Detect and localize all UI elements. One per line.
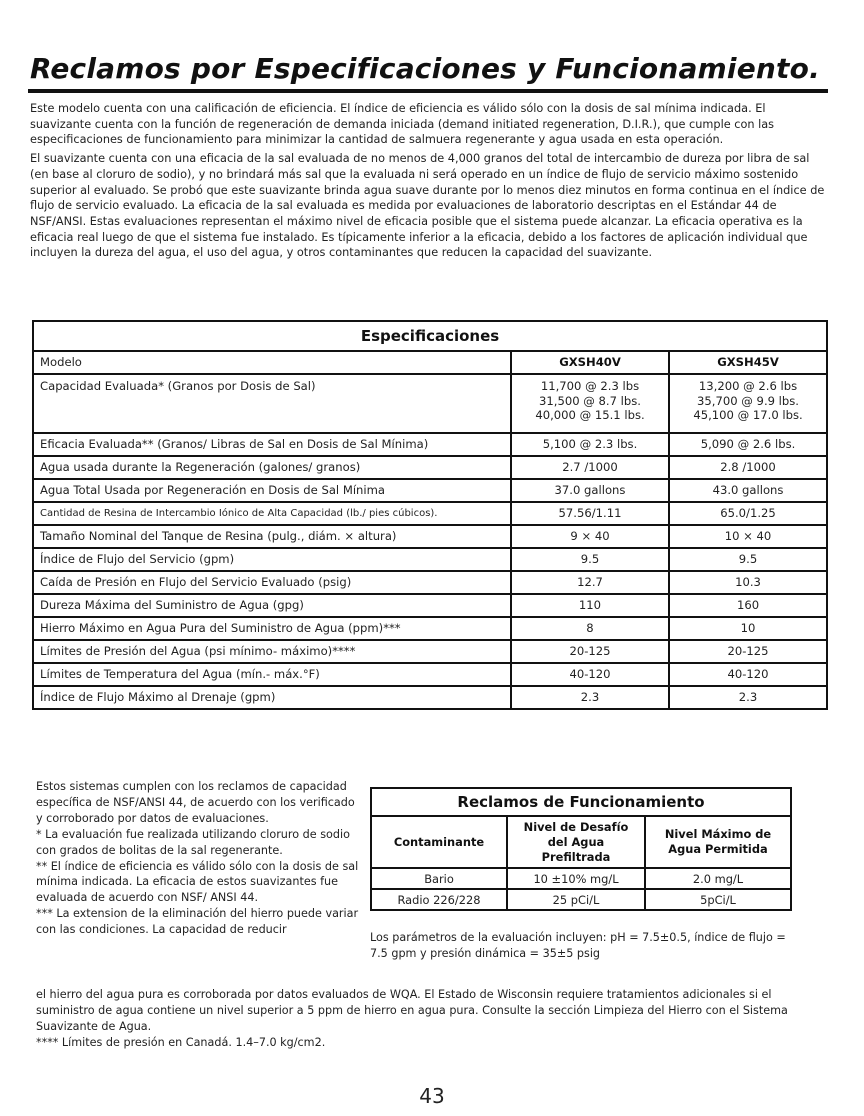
contaminant-cell: Bario [371,868,507,889]
row-value-a: 57.56/1.11 [511,502,669,525]
table-row [33,686,827,709]
row-label: Límites de Presión del Agua (psi mínimo- máximo)**** [33,640,511,663]
table-row [371,889,791,910]
header-contaminant: Contaminante [371,816,507,868]
row-label: Hierro Máximo en Agua Pura del Suministro de Agua (ppm)*** [33,617,511,640]
row-value-a: 12.7 [511,571,669,594]
row-label: Tamaño Nominal del Tanque de Resina (pulg., diám. × altura) [33,525,511,548]
row-value-b: 5,090 @ 2.6 lbs. [669,433,827,456]
note-asterisk-4: **** Límites de presión en Canadá. 1.4–7.0 kg/cm2. [36,1035,326,1049]
table-row [33,374,827,433]
capacity-a-2: 31,500 @ 8.7 lbs. [539,393,641,408]
specifications-table [32,320,828,710]
row-value-a: 40-120 [511,663,669,686]
row-label: Cantidad de Resina de Intercambio Iónico de Alta Capacidad (lb./ pies cúbicos). [33,502,511,525]
table-row [371,868,791,889]
capacity-a-1: 11,700 @ 2.3 lbs [540,379,640,393]
row-value-b: 65.0/1.25 [669,502,827,525]
challenge-cell: 10 ±10% mg/L [507,868,645,889]
row-value-b: 10.3 [669,571,827,594]
table-row [33,617,827,640]
row-value-b: 43.0 gallons [669,479,827,502]
note-asterisk-3-end: el hierro del agua pura es corroborada por datos evaluados de WQA. El Estado de Wisconsin requiere tratamientos adicionales si el suministro de agua contiene un nivel superior a 5 ppm de hierro en agua pura. Consulte la sección Limpieza del Hierro con el Sistema Suavizante de Agua. [36,988,788,1033]
note-asterisk-1: * La evaluación fue realizada utilizando cloruro de sodio con grados de bolitas de la sal regenerante. [36,827,350,857]
note-asterisk-3-start: *** La extension de la eliminación del hierro puede variar con las condiciones. La capacidad de reducir [36,907,359,937]
row-label: Caída de Presión en Flujo del Servicio Evaluado (psig) [33,571,511,594]
row-value-a: 2.3 [511,686,669,709]
note-asterisk-2: ** El índice de eficiencia es válido sólo con la dosis de sal mínima indicada. La eficacia de estos suavizantes fue evaluada de acuerdo con NSF/ ANSI 44. [36,859,359,905]
model-label: Modelo [33,351,511,374]
table-row [33,640,827,663]
performance-claims-table [370,787,792,911]
footnotes-left [36,779,360,938]
table-row [33,456,827,479]
row-value-b: 40-120 [669,663,827,686]
capacity-b-2: 35,700 @ 9.9 lbs. [697,393,799,408]
capacity-b [669,374,827,433]
header-max-level: Nivel Máximo de Agua Permitida [645,816,791,868]
row-value-a: 37.0 gallons [511,479,669,502]
table-row [33,433,827,456]
row-value-b: 2.3 [669,686,827,709]
row-value-a: 9.5 [511,548,669,571]
page-number: 43 [419,1084,445,1108]
row-label: Dureza Máxima del Suministro de Agua (gpg) [33,594,511,617]
table-row [33,502,827,525]
capacity-b-3: 45,100 @ 17.0 lbs. [693,408,803,422]
table-row [33,548,827,571]
row-label: Agua Total Usada por Regeneración en Dosis de Sal Mínima [33,479,511,502]
intro-paragraph-1: Este modelo cuenta con una calificación de eficiencia. El índice de eficiencia es válido sólo con la dosis de sal mínima indicada. El suavizante cuenta con la función de regeneración de demanda iniciada (demand initiated regeneration, D.I.R.), que cumple con las especificaciones de funcionamiento para minimizar la cantidad de salmuera regenerante y agua usada en esta operación. [30,102,775,147]
note-nsf: Estos sistemas cumplen con los reclamos de capacidad específica de NSF/ANSI 44, de acuerdo con los verificado y corroborado por datos de evaluaciones. [36,780,355,825]
footnotes-bottom [36,987,826,1051]
row-value-b: 20-125 [669,640,827,663]
performance-note: Los parámetros de la evaluación incluyen: pH = 7.5±0.5, índice de flujo = 7.5 gpm y presión dinámica = 35±5 psig [370,931,786,960]
row-value-a: 2.7 /1000 [511,456,669,479]
specifications-caption: Especificaciones [33,321,827,351]
capacity-a-3: 40,000 @ 15.1 lbs. [535,408,645,422]
row-value-b: 9.5 [669,548,827,571]
challenge-cell: 25 pCi/L [507,889,645,910]
capacity-a [511,374,669,433]
row-value-a: 20-125 [511,640,669,663]
max-cell: 2.0 mg/L [645,868,791,889]
row-value-b: 10 × 40 [669,525,827,548]
row-label: Índice de Flujo Máximo al Drenaje (gpm) [33,686,511,709]
row-label: Agua usada durante la Regeneración (galones/ granos) [33,456,511,479]
intro-paragraph-2: El suavizante cuenta con una eficacia de la sal evaluada de no menos de 4,000 granos del total de intercambio de dureza por libra de sal (en base al cloruro de sodio), y no brindará más sal que la evaluada ni será operado en un índice de flujo de servicio máximo sostenido superior al evaluado. Se probó que este suavizante brinda agua suave durante por lo menos diez minutos en forma continua en el índice de flujo de servicio evaluado. La eficacia de la sal evaluada es medida por evaluaciones de laboratorio descriptas en el Estándar 44 de NSF/ANSI. Estas evaluaciones representan el máximo nivel de eficacia posible que el sistema puede alcanzar. La eficacia operativa es la eficacia real luego de que el sistema fue instalado. Es típicamente inferior a la eficacia, debido a los factores de aplicación individual que incluyen la dureza del agua, el uso del agua, y otros contaminantes que reducen la capacidad del suavizante. [30,152,825,260]
row-value-a: 110 [511,594,669,617]
model-b: GXSH45V [669,351,827,374]
capacity-b-1: 13,200 @ 2.6 lbs [698,379,798,393]
row-value-a: 8 [511,617,669,640]
table-row [33,525,827,548]
table-row [33,351,827,374]
max-cell: 5pCi/L [645,889,791,910]
capacity-label: Capacidad Evaluada* (Granos por Dosis de Sal) [33,374,511,433]
row-value-a: 9 × 40 [511,525,669,548]
intro-text [30,101,826,264]
page-title: Reclamos por Especificaciones y Funcionamiento. [30,52,820,85]
title-rule [28,89,828,93]
table-row [33,571,827,594]
table-row [371,816,791,868]
row-label: Índice de Flujo del Servicio (gpm) [33,548,511,571]
table-row [33,663,827,686]
header-challenge-level: Nivel de Desafío del Agua Prefiltrada [507,816,645,868]
performance-caption: Reclamos de Funcionamiento [371,788,791,816]
row-value-b: 160 [669,594,827,617]
contaminant-cell: Radio 226/228 [371,889,507,910]
table-row [33,594,827,617]
row-value-b: 2.8 /1000 [669,456,827,479]
model-a: GXSH40V [511,351,669,374]
row-label: Eficacia Evaluada** (Granos/ Libras de Sal en Dosis de Sal Mínima) [33,433,511,456]
row-value-b: 10 [669,617,827,640]
row-label: Límites de Temperatura del Agua (mín.- máx.°F) [33,663,511,686]
row-value-a: 5,100 @ 2.3 lbs. [511,433,669,456]
table-row [33,479,827,502]
